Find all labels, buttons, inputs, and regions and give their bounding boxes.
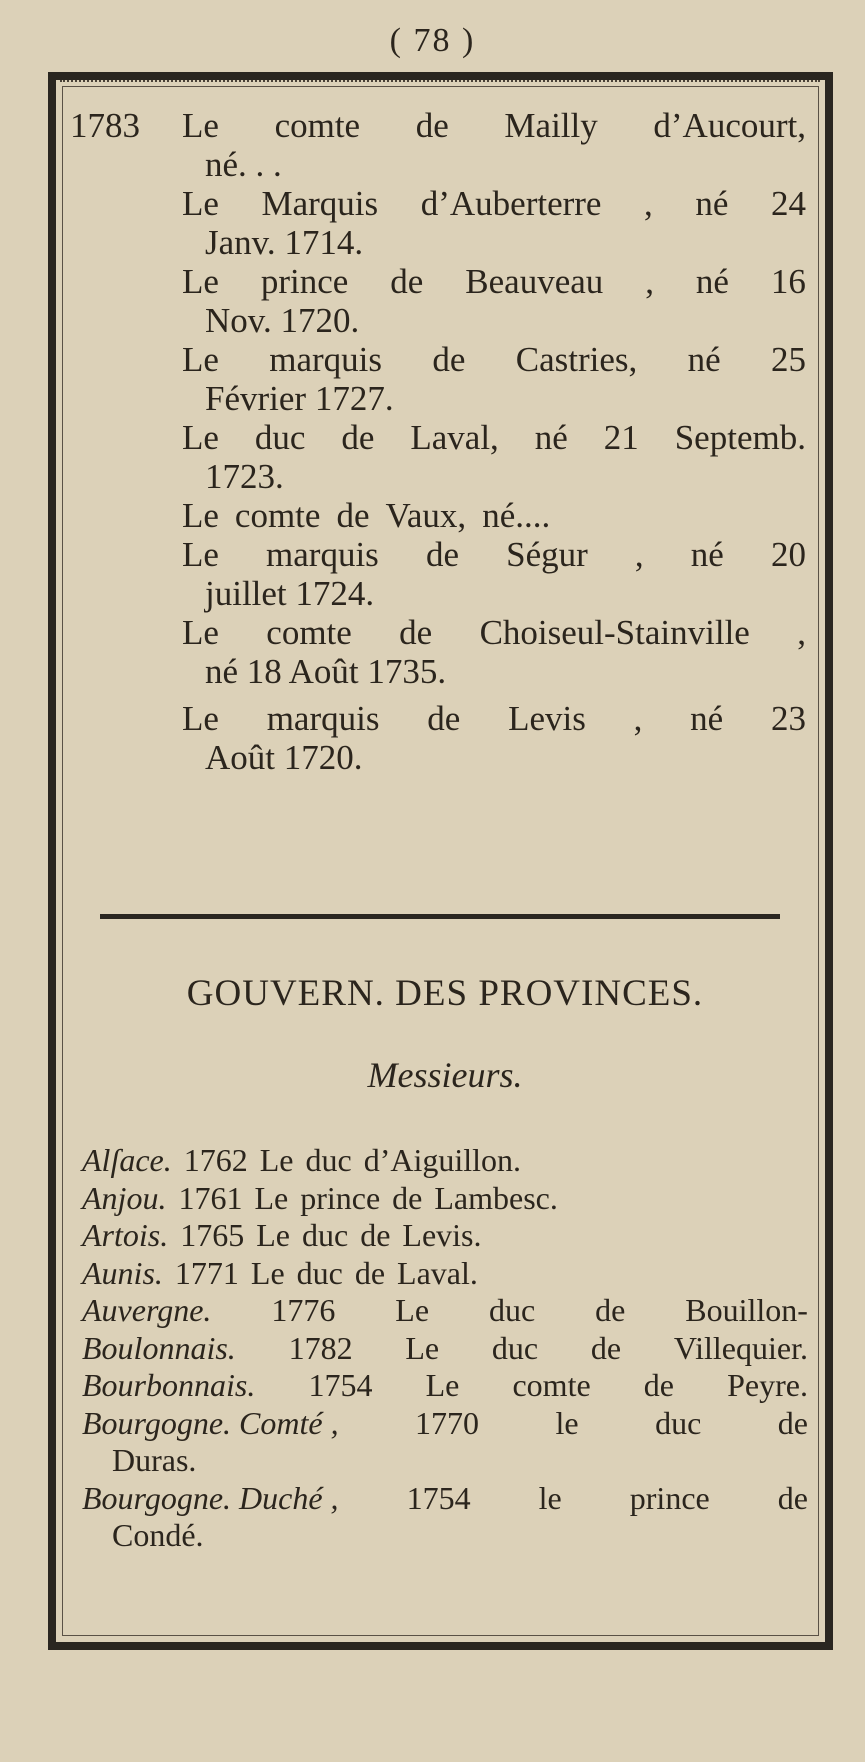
word: prince (300, 1179, 381, 1216)
roster-entry (70, 613, 820, 691)
word: Peyre. (727, 1367, 808, 1403)
entry-line-1 (182, 184, 820, 223)
word: de (390, 262, 424, 301)
word: 1782 (288, 1329, 353, 1366)
governor-line-1 (82, 1142, 812, 1180)
word: Le (182, 340, 219, 379)
word: de (354, 1254, 386, 1291)
word: 1761 (178, 1179, 243, 1216)
word: de (590, 1329, 622, 1366)
word: né.... (482, 496, 551, 535)
page-number: ( 78 ) (389, 22, 476, 59)
word: marquis (266, 699, 380, 738)
entry-line-2: Janv. 1714. (205, 223, 364, 262)
word: de (425, 535, 459, 574)
entry-line-1 (182, 535, 820, 574)
word: duc (254, 418, 306, 457)
word: duc (488, 1292, 536, 1328)
roster-entry (70, 262, 820, 340)
word: Marquis (261, 184, 379, 223)
word: , (633, 699, 643, 738)
governor-entry (82, 1405, 812, 1480)
word: Le (250, 1254, 285, 1291)
word: 23 (770, 699, 806, 738)
word: 1776 (271, 1292, 336, 1328)
entry-line-1 (182, 262, 820, 301)
governor-line-1 (82, 1480, 812, 1518)
word: Le (259, 1142, 294, 1178)
governor-line-1 (82, 1405, 812, 1443)
word: né (534, 418, 568, 457)
governor-entry (82, 1180, 812, 1218)
word: de (427, 699, 461, 738)
word: Mailly (504, 106, 598, 145)
word: né (687, 340, 721, 379)
roster-entry (70, 535, 820, 613)
province-name: Auvergne. (82, 1292, 212, 1328)
entry-line-1 (182, 418, 820, 457)
word: comte (274, 106, 361, 145)
word: Bouillon- (685, 1292, 808, 1328)
word: Le (395, 1292, 430, 1328)
word: marquis (269, 340, 383, 379)
word: Le (405, 1329, 440, 1366)
entry-line-1 (182, 613, 820, 652)
governor-line-2: Condé. (112, 1517, 204, 1553)
province-name: Bourgogne. Comté , (82, 1404, 339, 1441)
word: de (360, 1217, 391, 1253)
word: , (797, 613, 806, 652)
section-title: GOUVERN. DES PROVINCES. (186, 973, 704, 1014)
word: d’Aiguillon. (363, 1142, 522, 1178)
word: de (595, 1292, 626, 1328)
word: de (643, 1367, 674, 1403)
word: Le (256, 1217, 290, 1253)
word: 1754 (406, 1479, 471, 1516)
governor-entry (82, 1330, 812, 1368)
governor-entry (82, 1292, 812, 1330)
governor-line-1 (82, 1292, 812, 1330)
province-name: Anjou. (82, 1179, 167, 1216)
word: Septemb. (674, 418, 806, 457)
roster-entry (70, 496, 820, 535)
roster-entry (70, 340, 820, 418)
word: né (695, 262, 729, 301)
word: 25 (770, 340, 806, 379)
word: Le (182, 535, 219, 574)
word: le (555, 1404, 579, 1441)
governor-line-1 (82, 1367, 812, 1405)
word: comte (266, 613, 352, 652)
word: , (645, 262, 654, 301)
province-name: Alſace. (82, 1142, 172, 1178)
word: Choiseul-Stainville (479, 613, 750, 652)
word: de (392, 1179, 423, 1216)
word: d’Aucourt, (653, 106, 806, 145)
word: Levis. (402, 1217, 482, 1253)
word: de (336, 496, 370, 535)
entry-line-2: né. . . (205, 145, 282, 184)
entry-line-2: Août 1720. (205, 738, 363, 777)
word: duc (655, 1404, 702, 1441)
province-name: Bourbonnais. (82, 1367, 256, 1403)
entry-year: 1783 (70, 106, 140, 145)
word: duc (491, 1329, 539, 1366)
word: Le (182, 699, 219, 738)
entry-line-1 (182, 106, 820, 145)
word: Levis (508, 699, 586, 738)
entry-line-2: Février 1727. (205, 379, 394, 418)
word: Laval. (397, 1254, 478, 1291)
word: Le (425, 1367, 460, 1403)
word: 24 (771, 184, 806, 223)
word: d’Auberterre (420, 184, 602, 223)
section-subtitle: Messieurs. (367, 1055, 523, 1095)
word: le (538, 1479, 562, 1516)
top-dotted-rule (60, 80, 820, 82)
province-name: Bourgogne. Duché , (82, 1479, 339, 1516)
word: Le (182, 613, 219, 652)
word: Lambesc. (434, 1179, 558, 1216)
word: duc (305, 1142, 352, 1178)
province-name: Artois. (82, 1217, 169, 1253)
section-divider (100, 914, 780, 919)
word: Ségur (506, 535, 588, 574)
entry-line-2: né 18 Août 1735. (205, 652, 447, 691)
word: 1765 (180, 1217, 245, 1253)
word: Le (254, 1179, 289, 1216)
entry-line-2: Nov. 1720. (205, 301, 360, 340)
governor-entry (82, 1142, 812, 1180)
governor-entry (82, 1255, 812, 1293)
word: Vaux, (385, 496, 467, 535)
word: comte (234, 496, 321, 535)
entry-line-1 (182, 699, 820, 738)
roster-entry (70, 699, 820, 777)
word: 20 (770, 535, 806, 574)
entry-line-2: juillet 1724. (205, 574, 375, 613)
governor-line-2: Duras. (112, 1442, 197, 1478)
word: Laval, (410, 418, 499, 457)
governor-entry (82, 1480, 812, 1555)
word: Le (182, 106, 219, 145)
word: Le (182, 418, 219, 457)
entry-line-2: 1723. (205, 457, 284, 496)
word: de (341, 418, 375, 457)
word: de (432, 340, 466, 379)
province-name: Aunis. (82, 1254, 163, 1291)
roster-entry (70, 418, 820, 496)
word: 21 (603, 418, 639, 457)
entry-line-1 (182, 340, 820, 379)
word: 1754 (308, 1367, 373, 1403)
governor-entry (82, 1217, 812, 1255)
word: de (777, 1404, 808, 1441)
roster-list (70, 106, 820, 777)
roster-entry (70, 106, 820, 184)
word: Castries, (515, 340, 638, 379)
word: duc (301, 1217, 349, 1253)
province-name: Boulonnais. (82, 1329, 236, 1366)
word: Beauveau (465, 262, 604, 301)
word: 1771 (174, 1254, 239, 1291)
word: , (634, 535, 644, 574)
word: Villequier. (673, 1329, 808, 1366)
governor-line-1 (82, 1255, 812, 1293)
word: duc (296, 1254, 343, 1291)
word: né (690, 699, 724, 738)
governor-line-1 (82, 1330, 812, 1368)
word: prince (260, 262, 349, 301)
governors-list (82, 1142, 812, 1555)
entry-line-1 (182, 496, 820, 535)
word: né (695, 184, 729, 223)
governor-entry (82, 1367, 812, 1405)
governor-line-1 (82, 1180, 812, 1218)
word: né (690, 535, 724, 574)
word: prince (629, 1479, 710, 1516)
word: Le (182, 262, 219, 301)
word: 1770 (415, 1404, 480, 1441)
word: de (415, 106, 449, 145)
word: de (777, 1479, 808, 1516)
word: comte (512, 1367, 591, 1403)
word: Le (182, 496, 219, 535)
word: marquis (266, 535, 379, 574)
word: 1762 (183, 1142, 248, 1178)
governor-line-1 (82, 1217, 812, 1255)
word: 16 (770, 262, 806, 301)
word: , (644, 184, 653, 223)
word: de (399, 613, 433, 652)
roster-entry (70, 184, 820, 262)
word: Le (182, 184, 219, 223)
